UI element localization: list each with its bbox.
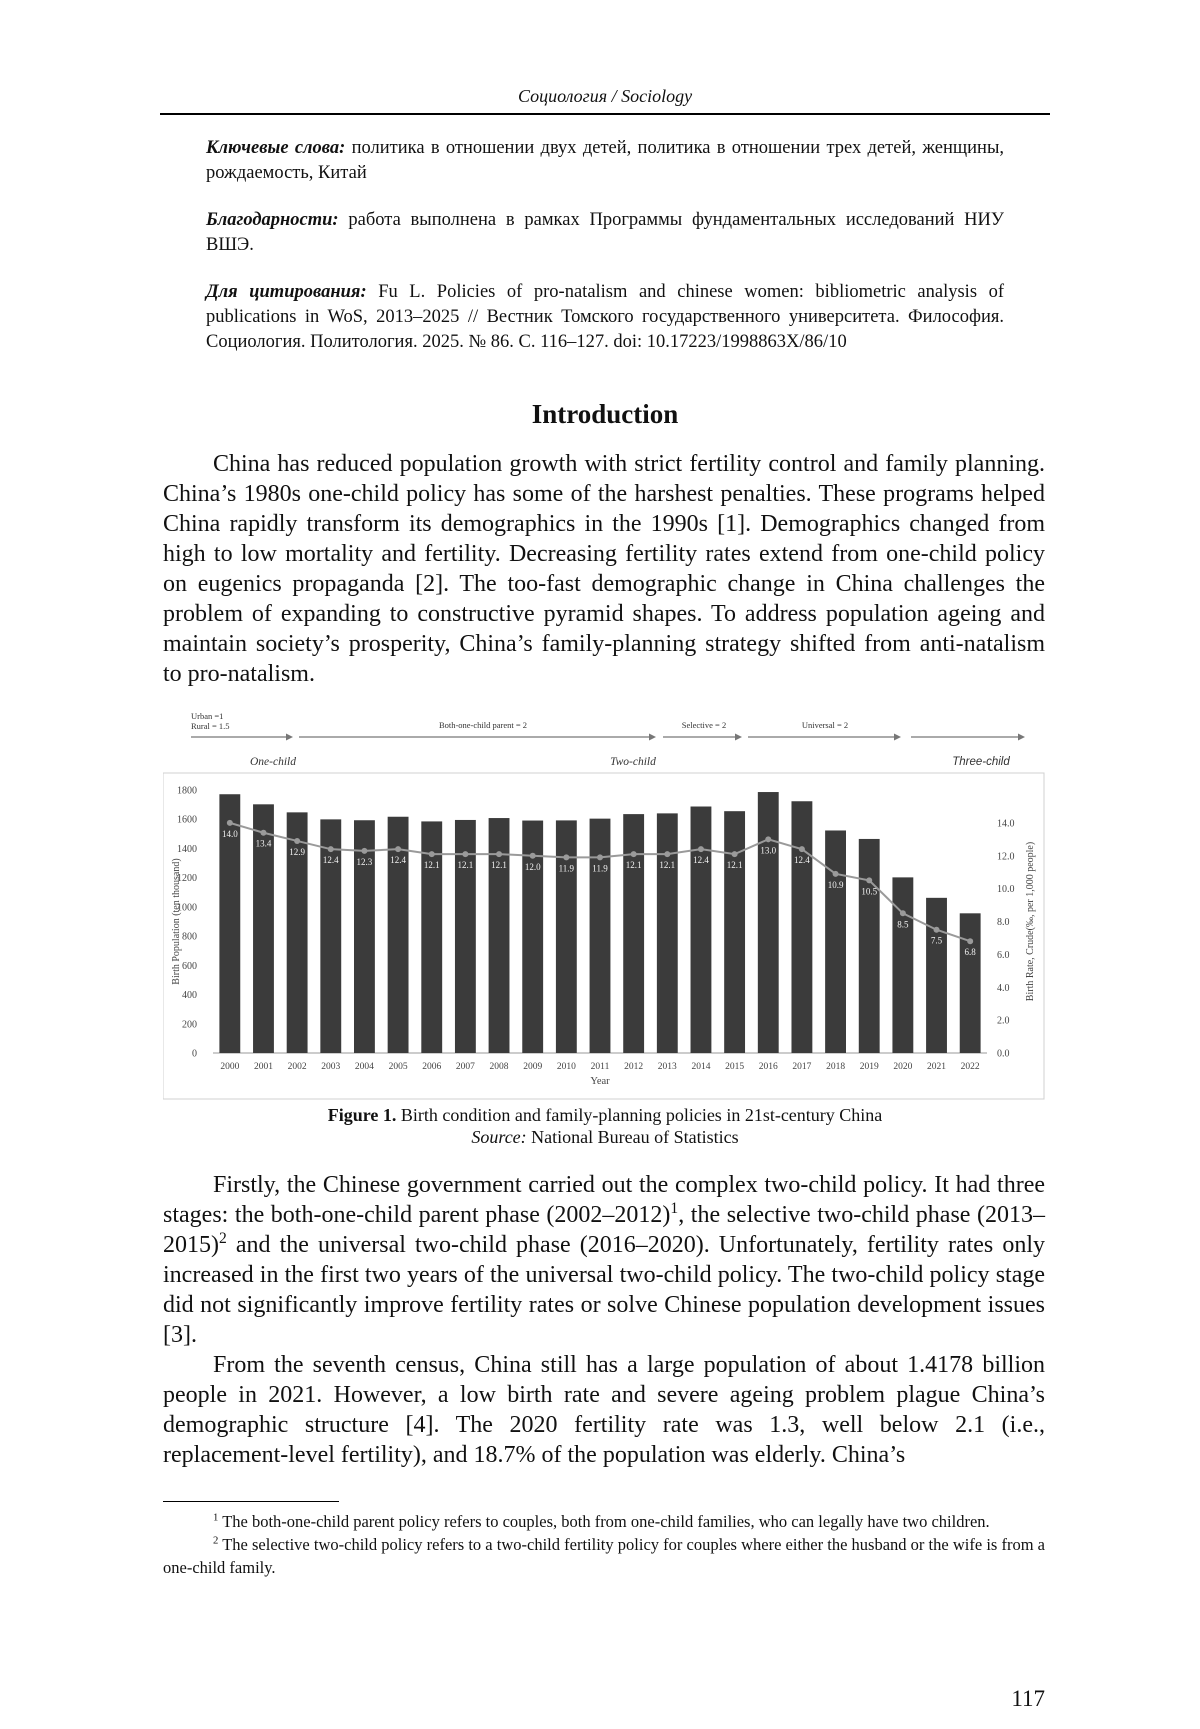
timeline-both-one-child: Both-one-child parent = 2 <box>438 720 528 730</box>
birth-rate-label: 11.9 <box>592 863 608 874</box>
birth-rate-point <box>462 851 468 857</box>
birth-rate-point <box>361 848 367 854</box>
citation-text: Fu L. Policies of pro-natalism and chinese women: bibliometric analysis of publications in WoS, 2013–2025 // Вестник Томского государственного университета. Философия. Социология. Политология. 2025. № 86. С. 116–127. doi: 10.17223/1998863X/86/10 <box>206 282 1004 352</box>
x-tick-label: 2022 <box>960 1062 980 1072</box>
keywords-text: политика в отношении двух детей, политика в отношении трех детей, женщины, рождаемость, Китай <box>206 138 1004 183</box>
header-rule <box>160 113 1050 115</box>
timeline-rural-label: Rural = 1.5 <box>191 721 230 731</box>
keywords-label: Ключевые слова: <box>206 138 346 158</box>
birth-rate-point <box>429 851 435 857</box>
para-text: and the universal two-child phase (2016–2020). Unfortunately, fertility rates only increased in the first two years of the universal two-child policy. The two-child policy stage did not significantly improve fertility rates or solve Chinese population development issues [3]. <box>163 1232 1045 1348</box>
x-tick-label: 2007 <box>455 1062 475 1072</box>
birth-rate-point <box>799 846 805 852</box>
bar <box>758 792 779 1053</box>
section-heading: Introduction <box>531 399 679 429</box>
bar <box>892 877 913 1053</box>
y-tick-label: 600 <box>182 960 197 972</box>
birth-rate-label: 12.4 <box>390 855 406 866</box>
birth-rate-point <box>698 846 704 852</box>
bar <box>354 820 375 1053</box>
x-tick-label: 2016 <box>758 1062 778 1072</box>
timeline-selective: Selective = 2 <box>681 720 727 730</box>
footnote-ref-2[interactable]: 2 <box>219 1230 227 1247</box>
bar <box>623 814 644 1053</box>
y-tick-label: 1400 <box>177 843 197 855</box>
birth-rate-label: 7.5 <box>930 935 943 946</box>
birth-rate-point <box>732 851 738 857</box>
y-tick-label: 0 <box>192 1048 197 1060</box>
x-tick-label: 2020 <box>893 1062 913 1072</box>
birth-rate-point <box>260 830 266 836</box>
birth-rate-label: 12.9 <box>289 846 306 857</box>
birth-rate-label: 13.0 <box>760 845 777 856</box>
x-tick-label: 2018 <box>826 1062 846 1072</box>
body-section <box>163 1170 1045 1470</box>
y2-tick-label: 8.0 <box>997 917 1010 928</box>
birth-rate-point <box>328 846 334 852</box>
y-tick-label: 1200 <box>177 873 197 885</box>
x-tick-label: 2005 <box>388 1062 408 1072</box>
x-tick-label: 2006 <box>422 1062 442 1072</box>
birth-rate-label: 12.1 <box>625 860 642 871</box>
bar <box>388 817 409 1053</box>
y-tick-label: 1600 <box>177 814 197 826</box>
citation <box>206 280 1004 355</box>
birth-rate-label: 12.1 <box>726 860 743 871</box>
paragraph-two-child <box>163 1170 1045 1350</box>
birth-rate-label: 12.4 <box>693 855 709 866</box>
x-tick-label: 2004 <box>354 1062 374 1072</box>
birth-rate-point <box>664 851 670 857</box>
birth-rate-label: 11.9 <box>558 863 575 874</box>
y2-tick-label: 4.0 <box>997 982 1010 994</box>
x-tick-label: 2012 <box>624 1062 644 1072</box>
keywords <box>206 136 1004 186</box>
birth-rate-point <box>631 851 637 857</box>
timeline-arrowhead <box>894 734 901 741</box>
birth-rate-label: 6.8 <box>964 947 976 958</box>
y2-tick-label: 6.0 <box>997 949 1010 961</box>
x-tick-label: 2013 <box>657 1062 677 1072</box>
y-tick-label: 1000 <box>177 902 197 914</box>
birth-rate-label: 10.5 <box>861 886 878 897</box>
acknowledgements <box>206 208 1004 258</box>
timeline-arrowhead <box>286 734 293 741</box>
footnote-rule <box>163 1501 339 1502</box>
timeline-urban-label: Urban =1 <box>191 711 224 721</box>
x-tick-label: 2001 <box>253 1062 273 1072</box>
birth-rate-label: 12.1 <box>491 860 507 871</box>
birth-rate-point <box>294 838 300 844</box>
footnote-2 <box>163 1533 1045 1579</box>
bar <box>960 913 981 1053</box>
para-text: Firstly, the Chinese government carried out the complex two-child policy. It had three stages: the both-one-child parent phase (2002–2012) <box>163 1172 1045 1228</box>
birth-rate-point <box>395 846 401 852</box>
y2-tick-label: 14.0 <box>997 818 1015 830</box>
y2-tick-label: 10.0 <box>997 884 1015 896</box>
y-tick-label: 800 <box>182 931 197 943</box>
bar <box>724 811 745 1053</box>
timeline-one-child: One-child <box>250 756 296 768</box>
birth-rate-point <box>866 877 872 883</box>
source-label: Source: <box>471 1127 527 1147</box>
birth-rate-point <box>900 910 906 916</box>
x-tick-label: 2015 <box>725 1062 745 1072</box>
birth-rate-label: 13.4 <box>255 838 272 849</box>
y2-tick-label: 12.0 <box>997 851 1015 863</box>
bar <box>590 819 611 1053</box>
birth-rate-point <box>833 871 839 877</box>
bar <box>926 898 947 1053</box>
bar <box>825 830 846 1053</box>
birth-rate-label: 8.5 <box>897 919 909 930</box>
x-tick-label: 2009 <box>523 1062 543 1072</box>
birth-rate-label: 12.1 <box>659 860 676 871</box>
timeline-arrowhead <box>735 734 742 741</box>
x-axis-title: Year <box>590 1076 610 1087</box>
figure-label: Figure 1. <box>327 1105 397 1125</box>
x-tick-label: 2021 <box>927 1062 947 1072</box>
birth-rate-label: 12.4 <box>322 855 339 866</box>
ack-label: Благодарности: <box>206 210 339 230</box>
birth-rate-point <box>563 854 569 860</box>
birth-rate-point <box>934 927 940 933</box>
x-tick-label: 2014 <box>691 1062 711 1072</box>
y-tick-label: 1800 <box>177 785 197 797</box>
para-text: , the selective two-child phase (2013–2015) <box>163 1202 1045 1258</box>
source-text: National Bureau of Statistics <box>531 1127 739 1147</box>
birth-rate-point <box>967 938 973 944</box>
birth-rate-point <box>530 853 536 859</box>
page-number: 117 <box>1011 1686 1045 1711</box>
birth-rate-point <box>765 836 771 842</box>
birth-rate-label: 12.0 <box>524 861 541 872</box>
x-tick-label: 2011 <box>590 1062 610 1072</box>
footnotes <box>163 1510 1045 1579</box>
timeline-two-child: Two-child <box>610 756 656 768</box>
footnote-text: The both-one-child parent policy refers to couples, both from one-child families, who can legally have two children. <box>222 1512 990 1531</box>
intro-paragraph: China has reduced population growth with strict fertility control and family planning. China’s 1980s one-child policy has some of the harshest penalties. These programs helped China rapidly transform its demographics in the 1990s [1]. Demographics changed from high to low mortality and fertility. Decreasing fertility rates extend from one-child policy on eugenics propaganda [2]. The too-fast demographic change in China challenges the problem of expanding to constructive pyramid shapes. To address population ageing and maintain society’s prosperity, China’s family-planning strategy shifted from anti-natalism to pro-natalism. <box>163 451 1045 687</box>
intro-section <box>163 449 1045 689</box>
citation-label: Для цитирования: <box>206 282 367 302</box>
timeline-arrowhead <box>649 734 656 741</box>
x-tick-label: 2008 <box>489 1062 509 1072</box>
bar <box>691 807 712 1053</box>
y2-tick-label: 2.0 <box>997 1015 1010 1027</box>
birth-rate-label: 12.1 <box>423 860 440 871</box>
timeline-three-child: Three-child <box>952 756 1010 768</box>
y2-tick-label: 0.0 <box>997 1048 1010 1060</box>
ack-text: работа выполнена в рамках Программы фундаментальных исследований НИУ ВШЭ. <box>206 210 1005 255</box>
figure-caption <box>160 1104 1050 1148</box>
x-tick-label: 2019 <box>859 1062 879 1072</box>
timeline-universal: Universal = 2 <box>801 720 849 730</box>
bar <box>791 801 812 1053</box>
birth-rate-point <box>227 820 233 826</box>
birth-rate-label: 10.9 <box>827 879 844 890</box>
birth-rate-label: 12.1 <box>457 860 474 871</box>
footnote-mark: 1 <box>213 1511 219 1524</box>
birth-rate-point <box>496 851 502 857</box>
footnote-1 <box>163 1510 1045 1533</box>
footnote-ref-1[interactable]: 1 <box>670 1200 679 1217</box>
figure-1-chart <box>163 705 1045 1100</box>
y2-axis-title: Birth Rate, Crude(‰, per 1,000 people) <box>1025 841 1036 1002</box>
bar <box>657 813 678 1053</box>
birth-rate-label: 12.3 <box>356 856 373 867</box>
running-title: Социология / Sociology <box>517 86 693 106</box>
x-tick-label: 2002 <box>287 1062 307 1072</box>
x-tick-label: 2010 <box>556 1062 576 1072</box>
x-tick-label: 2017 <box>792 1062 812 1072</box>
y-tick-label: 200 <box>182 1019 197 1031</box>
birth-rate-label: 14.0 <box>221 828 238 839</box>
figure-title: Birth condition and family-planning policies in 21st-century China <box>400 1105 883 1125</box>
paragraph-census: From the seventh census, China still has a large population of about 1.4178 billion people in 2021. However, a low birth rate and severe ageing problem plague China’s demographic structure [4]. The 2020 fertility rate was 1.3, well below 2.1 (i.e., replacement-level fertility), and 18.7% of the population was elderly. China’s <box>163 1352 1045 1468</box>
bar <box>859 839 880 1053</box>
x-tick-label: 2000 <box>220 1062 240 1072</box>
y-tick-label: 400 <box>182 990 197 1002</box>
footnote-mark: 2 <box>213 1534 219 1547</box>
footnote-text: The selective two-child policy refers to a two-child fertility policy for couples where either the husband or the wife is from a one-child family. <box>163 1535 1046 1577</box>
y-axis-title: Birth Population (ten thousand) <box>171 858 182 985</box>
timeline-arrowhead <box>1018 734 1025 741</box>
x-tick-label: 2003 <box>321 1062 341 1072</box>
birth-rate-point <box>597 854 603 860</box>
birth-rate-label: 12.4 <box>794 855 810 866</box>
